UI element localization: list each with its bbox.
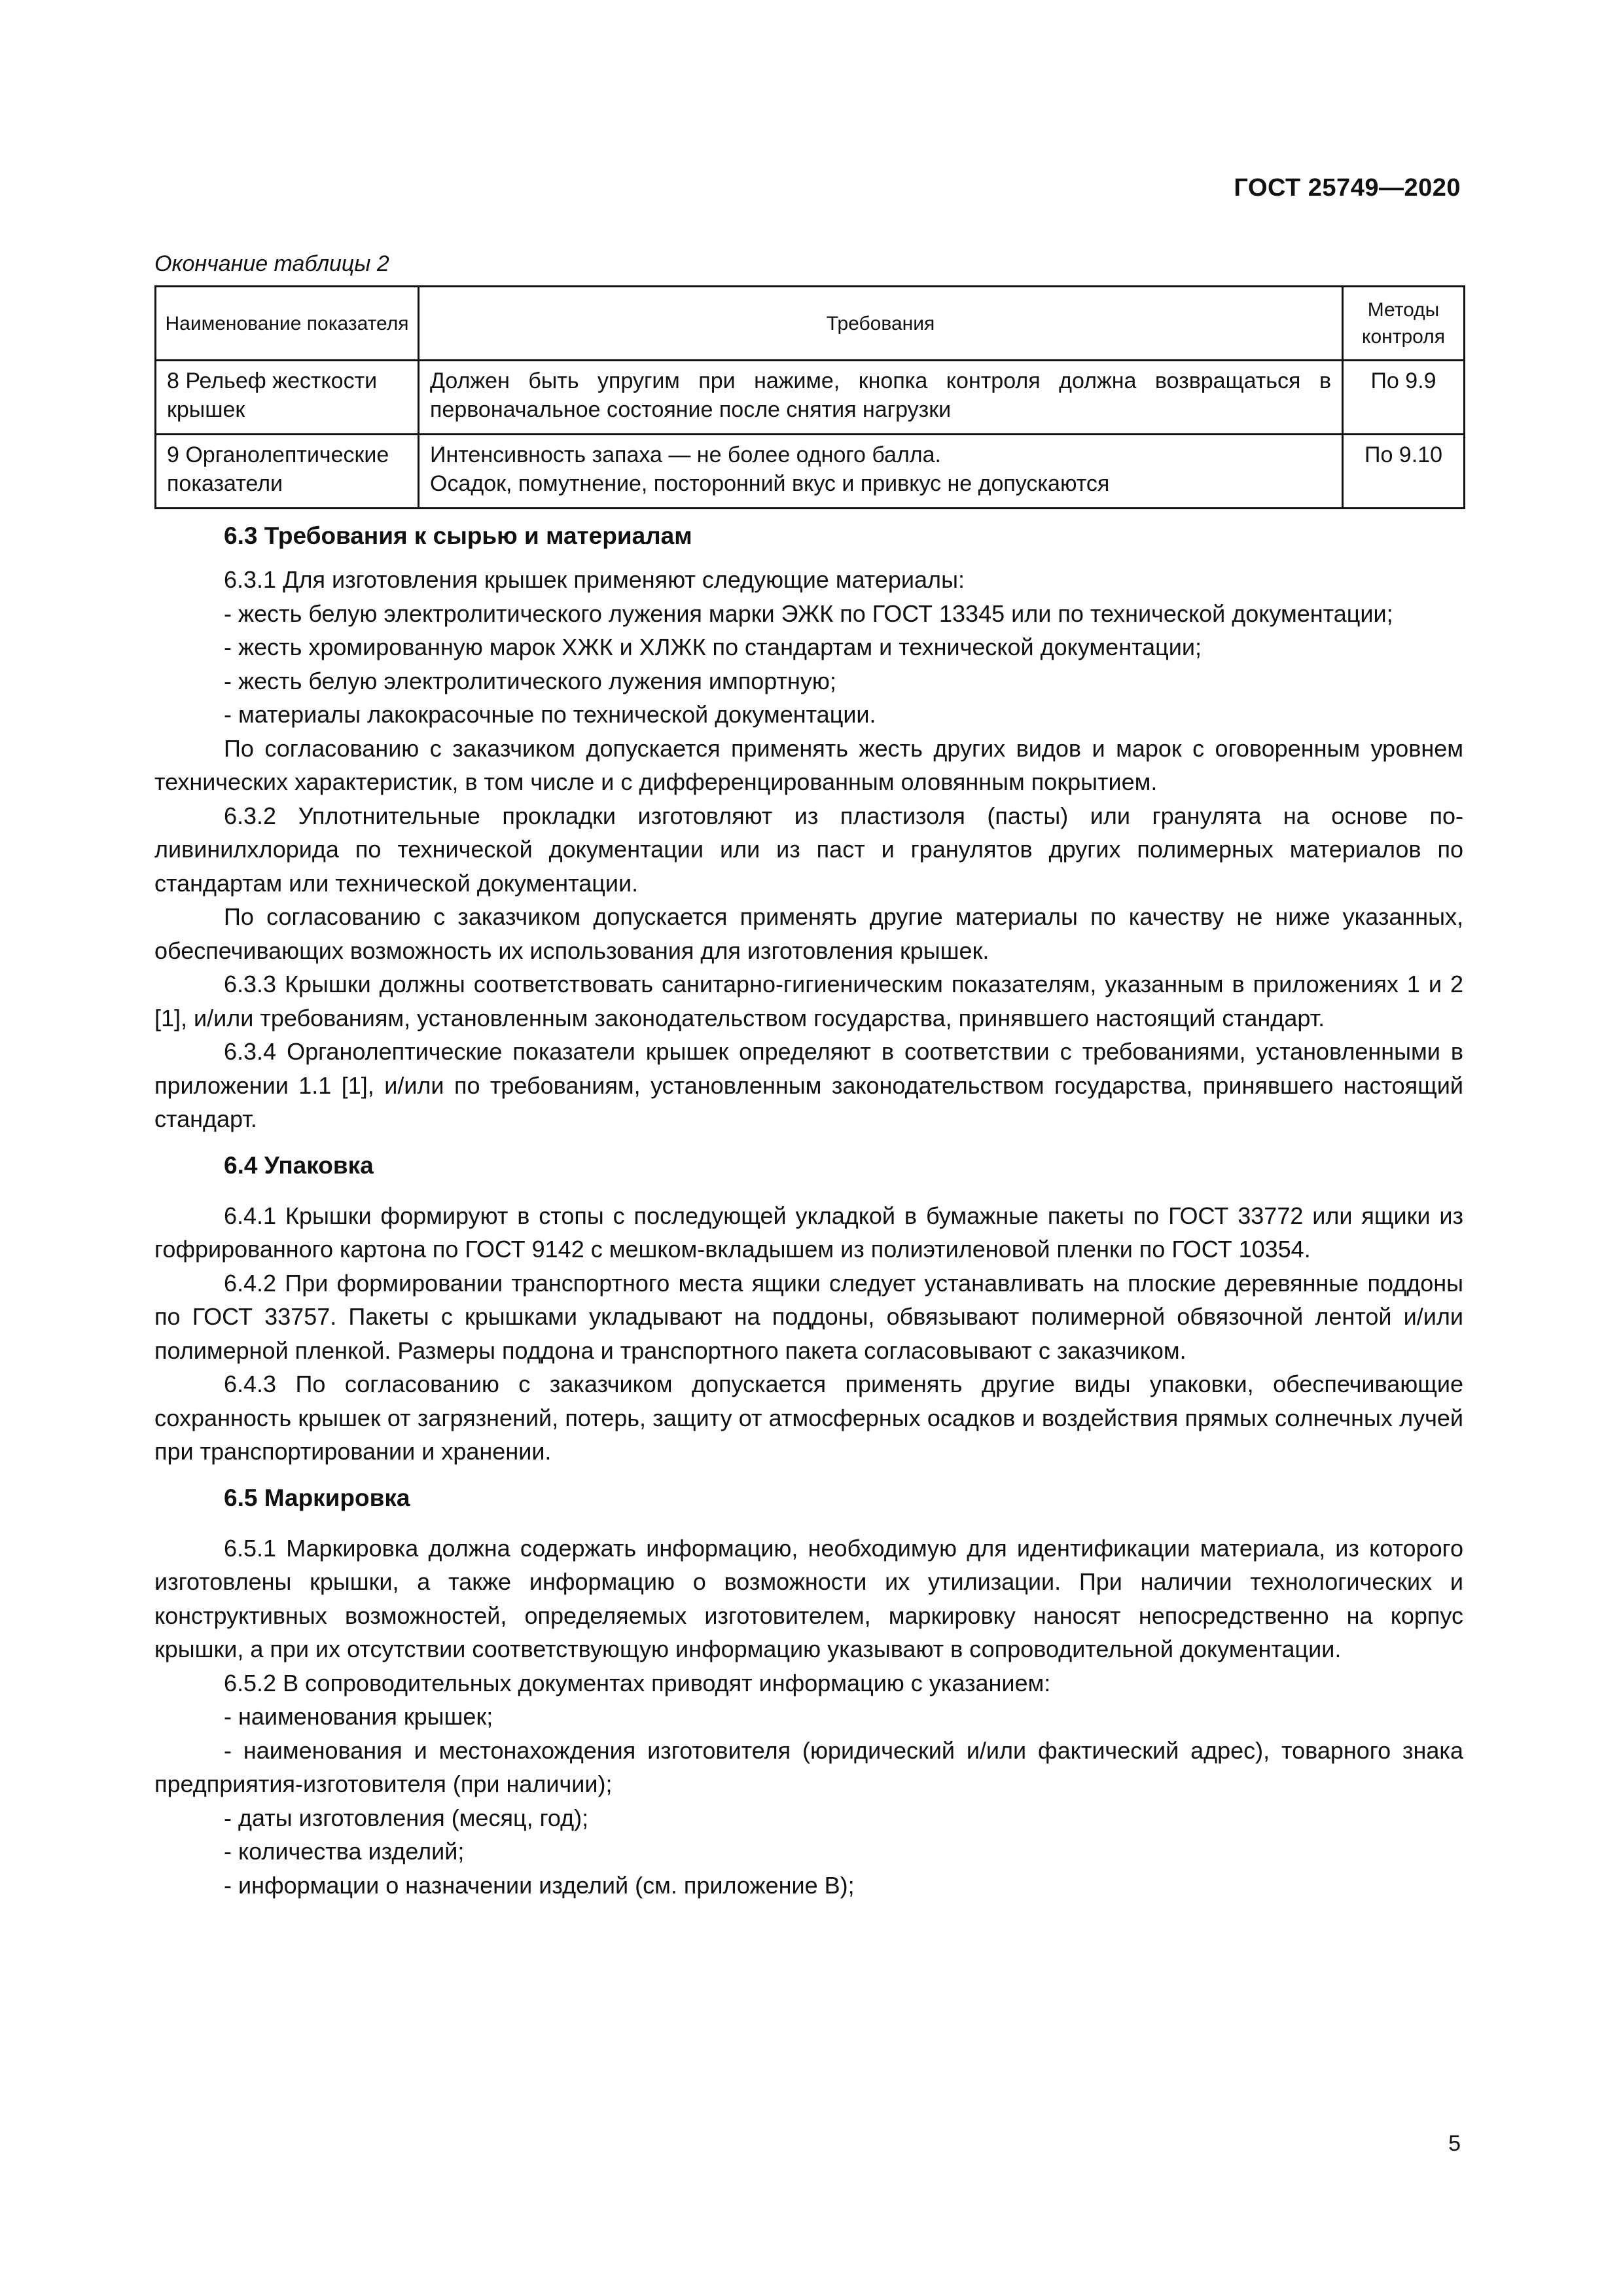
indicator-cell: 8 Рельеф жесткости крышек: [156, 361, 419, 435]
table-header-row: [156, 287, 1465, 361]
paragraph: 6.3.4 Органолептические показатели крышек определяют в соответствии с требованиями, установленными в приложении 1.1 [1], и/или по требованиям, установленным законодательством государства, принявшего настоящий стандарт.: [154, 1038, 1463, 1132]
document-code: ГОСТ 25749—2020: [1234, 174, 1461, 202]
paragraph: По согласованию с заказчиком допускается применять другие материалы по качеству не ниже указанных, обеспечивающих возможность их использования для изготовления крышек.: [154, 903, 1463, 964]
list-item: - наименования крышек;: [224, 1703, 493, 1730]
paragraph: 6.4.2 При формировании транспортного места ящики следует устанавливать на плоские деревянные поддоны по ГОСТ 33757. Пакеты с крышками укладывают на поддоны, обвязывают полимерной обвязочной лентой и/или полимерной пленкой. Размеры поддона и транспортного пакета согласовывают с заказчиком.: [154, 1269, 1463, 1364]
paragraph: 6.3.1 Для изготовления крышек применяют следующие материалы:: [224, 566, 965, 593]
list-item: - жесть хромированную марок ХЖК и ХЛЖК по стандартам и технической документации;: [224, 634, 1202, 660]
requirements-table: [154, 285, 1465, 509]
list-item: - информации о назначении изделий (см. приложение В);: [224, 1871, 855, 1899]
list-item: - наименования и местонахождения изготовителя (юридический и/или фактический адрес), товарного знака предприятия-изготовителя (при наличии);: [154, 1736, 1463, 1797]
paragraph: 6.4.1 Крышки формируют в стопы с последующей укладкой в бумажные пакеты по ГОСТ 33772 или ящики из гофрированного картона по ГОСТ 9142 с мешком-вкладышем из полиэтиленовой пленки по ГОСТ 10354.: [154, 1202, 1463, 1263]
list-item: - количества изделий;: [224, 1838, 465, 1865]
section-heading-packaging: 6.4 Упаковка: [224, 1151, 374, 1179]
list-item: - жесть белую электролитического лужения импортную;: [224, 667, 836, 694]
paragraph: 6.5.2 В сопроводительных документах приводят информацию с указанием:: [224, 1669, 1051, 1696]
column-header-requirements: Требования: [419, 287, 1343, 361]
paragraph: По согласованию с заказчиком допускается применять жесть других видов и марок с оговоренным уровнем технических характеристик, в том числе и с дифференцированным оловянным покрытием.: [154, 734, 1463, 795]
page-number: 5: [1448, 2131, 1461, 2156]
indicator-cell: 9 Органолептические показатели: [156, 435, 419, 509]
table-row: [156, 361, 1465, 435]
column-header-indicator: Наименование показателя: [156, 287, 419, 361]
paragraph: 6.3.3 Крышки должны соответствовать санитарно-гигиеническим показателям, указанным в приложениях 1 и 2 [1], и/или требованиям, установленным законодательством государства, принявшего настоящий стандарт.: [154, 971, 1463, 1031]
method-cell: По 9.10: [1343, 435, 1465, 509]
list-item: - даты изготовления (месяц, год);: [224, 1804, 589, 1831]
paragraph: 6.5.1 Маркировка должна содержать информацию, необходимую для идентификации материала, из которого изготовлены крышки, а также информацию о возможности их утилизации. При наличии технологических и конструктивных возможностей, определяемых изготовителем, маркировку наносят непосредственно на корпус крышки, а при их отсутствии соответствующую информацию указывают в сопроводительной документации.: [154, 1534, 1463, 1662]
section-heading-marking: 6.5 Маркировка: [224, 1484, 410, 1511]
list-item: - жесть белую электролитического лужения марки ЭЖК по ГОСТ 13345 или по технической документации;: [224, 600, 1393, 627]
paragraph: 6.4.3 По согласованию с заказчиком допускается применять другие виды упаковки, обеспечивающие сохранность крышек от загрязнений, потерь, защиту от атмосферных осадков и воздействия прямых солнечных лучей при транспортировании и хранении.: [154, 1371, 1463, 1465]
list-item: - материалы лакокрасочные по технической документации.: [224, 701, 876, 728]
paragraph: 6.3.2 Уплотнительные прокладки изготовляют из пластизоля (пасты) или гранулята на основе поливинилхлорида по технической документации или из паст и гранулятов других полимерных материалов по стандартам или технической документации.: [154, 802, 1463, 897]
table-caption: Окончание таблицы 2: [154, 251, 389, 276]
page-content: [154, 247, 1463, 1902]
table-row: [156, 435, 1465, 509]
section-heading-raw-materials: 6.3 Требования к сырью и материалам: [224, 522, 692, 549]
requirement-cell: Интенсивность запаха — не более одного балла. Осадок, помутнение, посторонний вкус и привкус не допускаются: [419, 435, 1343, 509]
requirement-cell: Должен быть упругим при нажиме, кнопка контроля должна возвращаться в первоначальное состояние после снятия нагрузки: [419, 361, 1343, 435]
method-cell: По 9.9: [1343, 361, 1465, 435]
column-header-methods: Методы контроля: [1343, 287, 1465, 361]
